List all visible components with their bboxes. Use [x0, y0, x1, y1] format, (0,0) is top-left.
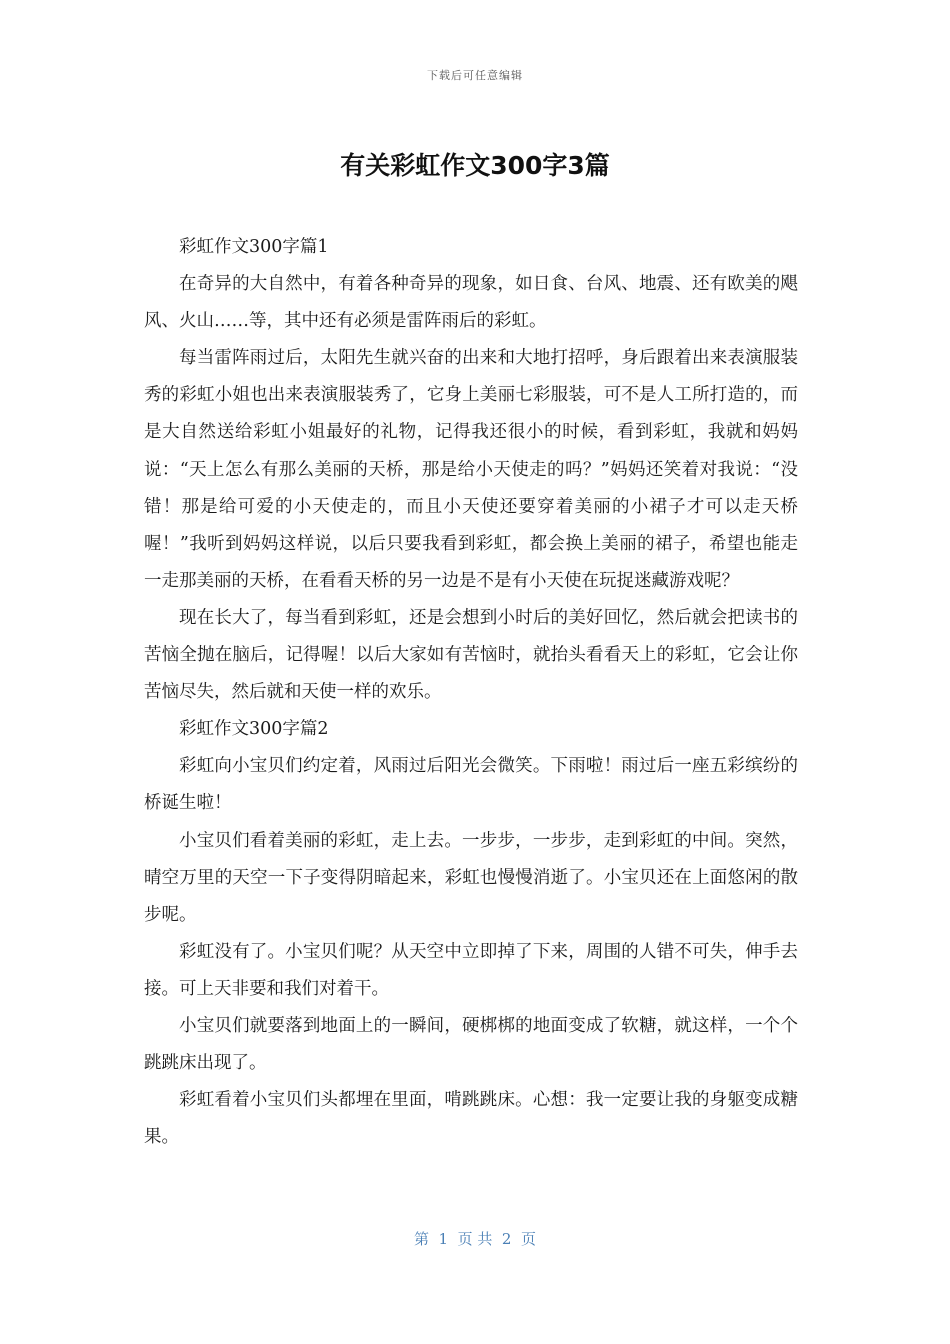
body-paragraph: 彩虹看着小宝贝们头都埋在里面，啃跳跳床。心想：我一定要让我的身躯变成糖果。	[144, 1090, 798, 1148]
body-paragraph: 小宝贝们看着美丽的彩虹，走上去。一步步，一步步，走到彩虹的中间。突然，晴空万里的天空一下子变得阴暗起来，彩虹也慢慢消逝了。小宝贝还在上面悠闲的散步呢。	[144, 830, 798, 925]
body-paragraph: 每当雷阵雨过后，太阳先生就兴奋的出来和大地打招呼，身后跟着出来表演服装秀的彩虹小姐也出来表演服装秀了，它身上美丽七彩服装，可不是人工所打造的，而是大自然送给彩虹小姐最好的礼物，记得我还很小的时候，看到彩虹，我就和妈妈说：“天上怎么有那么美丽的天桥，那是给小天使走的吗？”妈妈还笑着对我说：“没错！那是给可爱的小天使走的，而且小天使还要穿着美丽的小裙子才可以走天桥喔！”我听到妈妈这样说，以后只要我看到彩虹，都会换上美丽的裙子，希望也能走一走那美丽的天桥，在看看天桥的另一边是不是有小天使在玩捉迷藏游戏呢？	[144, 348, 798, 591]
body-paragraph: 现在长大了，每当看到彩虹，还是会想到小时后的美好回忆，然后就会把读书的苦恼全抛在脑后，记得喔！以后大家如有苦恼时，就抬头看看天上的彩虹，它会让你苦恼尽失，然后就和天使一样的欢乐。	[144, 607, 798, 703]
body-paragraph: 彩虹向小宝贝们约定着，风雨过后阳光会微笑。下雨啦！雨过后一座五彩缤纷的桥诞生啦！	[144, 756, 798, 814]
section-heading-2: 彩虹作文300字篇2	[179, 719, 329, 740]
section-heading-1: 彩虹作文300字篇1	[179, 237, 329, 257]
document-title: 有关彩虹作文300字3篇	[340, 151, 610, 180]
document-body	[144, 229, 798, 1156]
page-number-footer: 第 1 页 共 2 页	[414, 1230, 536, 1248]
body-paragraph: 彩虹没有了。小宝贝们呢？从天空中立即掉了下来，周围的人错不可失，伸手去接。可上天非要和我们对着干。	[144, 941, 798, 999]
page-header-note: 下载后可任意编辑	[427, 69, 523, 82]
body-paragraph: 在奇异的大自然中，有着各种奇异的现象，如日食、台风、地震、还有欧美的飓风、火山……等，其中还有必须是雷阵雨后的彩虹。	[144, 274, 798, 332]
body-paragraph: 小宝贝们就要落到地面上的一瞬间，硬梆梆的地面变成了软糖，就这样，一个个跳跳床出现了。	[144, 1015, 798, 1074]
